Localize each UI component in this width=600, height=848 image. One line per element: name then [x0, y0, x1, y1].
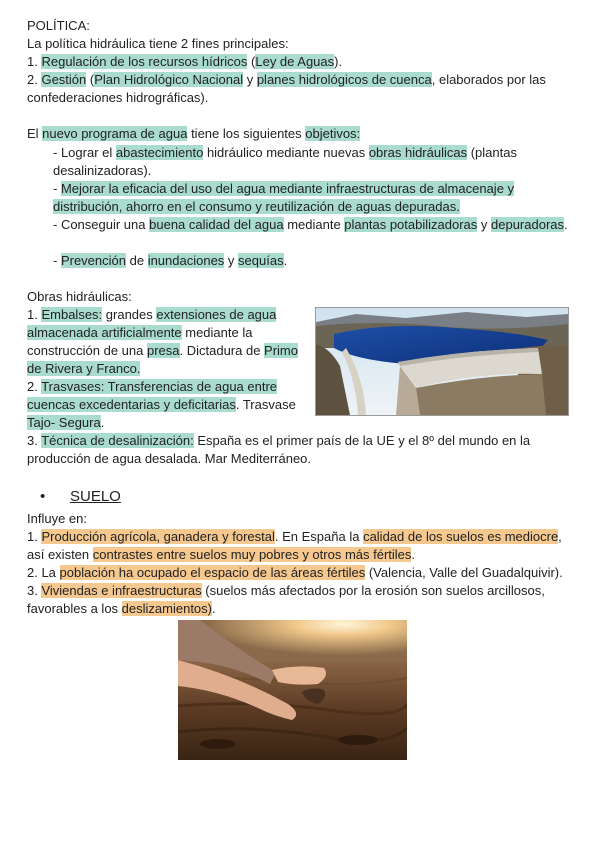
- politica-fin-1: 1. Regulación de los recursos hídricos (Ley de Aguas).: [27, 54, 343, 69]
- objetivo-3: - Conseguir una buena calidad del agua mediante plantas potabilizadoras y depuradoras.: [53, 217, 568, 232]
- obras-title: Obras hidráulicas:: [27, 289, 132, 304]
- suelo-item-1: 1. Producción agrícola, ganadera y forestal. En España la calidad de los suelos es mediocre, así existen contrastes entre suelos muy pobres y otros más fértiles.: [27, 529, 562, 562]
- suelo-item-2: 2. La población ha ocupado el espacio de las áreas fértiles (Valencia, Valle del Guadalquivir).: [27, 565, 563, 580]
- suelo-item-3: 3. Viviendas e infraestructuras (suelos más afectados por la erosión son suelos arcillosos, favorables a los deslizamientos).: [27, 583, 545, 616]
- bullet-icon: •: [40, 488, 46, 505]
- politica-fin-2: 2. Gestión (Plan Hidrológico Nacional y planes hidrológicos de cuenca, elaborados por las confederaciones hidrográficas).: [27, 72, 546, 105]
- soil-hands-photo: [178, 620, 407, 760]
- politica-intro: La política hidráulica tiene 2 fines principales:: [27, 36, 289, 51]
- programa-intro: El nuevo programa de agua tiene los siguientes objetivos:: [27, 126, 361, 141]
- suelo-heading-text: SUELO: [70, 488, 121, 505]
- politica-title: POLÍTICA:: [27, 18, 90, 33]
- suelo-intro: Influye en:: [27, 511, 87, 526]
- objetivo-1: - Lograr el abastecimiento hidráulico mediante nuevas obras hidráulicas (plantas desalinizadoras).: [53, 145, 517, 178]
- obras-embalses: 1. Embalses: grandes extensiones de agua almacenada artificialmente mediante la construcción de una presa. Dictadura de Primo de Rivera y Franco.: [27, 307, 298, 376]
- obras-trasvases: 2. Trasvases: Transferencias de agua entre cuencas excedentarias y deficitarias. Trasvase Tajo- Segura.: [27, 379, 296, 430]
- obras-desalinizacion: 3. Técnica de desalinización: España es el primer país de la UE y el 8º del mundo en la producción de agua desalada. Mar Mediterráneo.: [27, 433, 531, 466]
- objetivo-2: - Mejorar la eficacia del uso del agua mediante infraestructuras de almacenaje y distribución, ahorro en el consumo y reutilización de aguas depuradas.: [53, 181, 515, 214]
- objetivo-4: - Prevención de inundaciones y sequías.: [53, 253, 288, 268]
- dam-photo: [315, 307, 569, 416]
